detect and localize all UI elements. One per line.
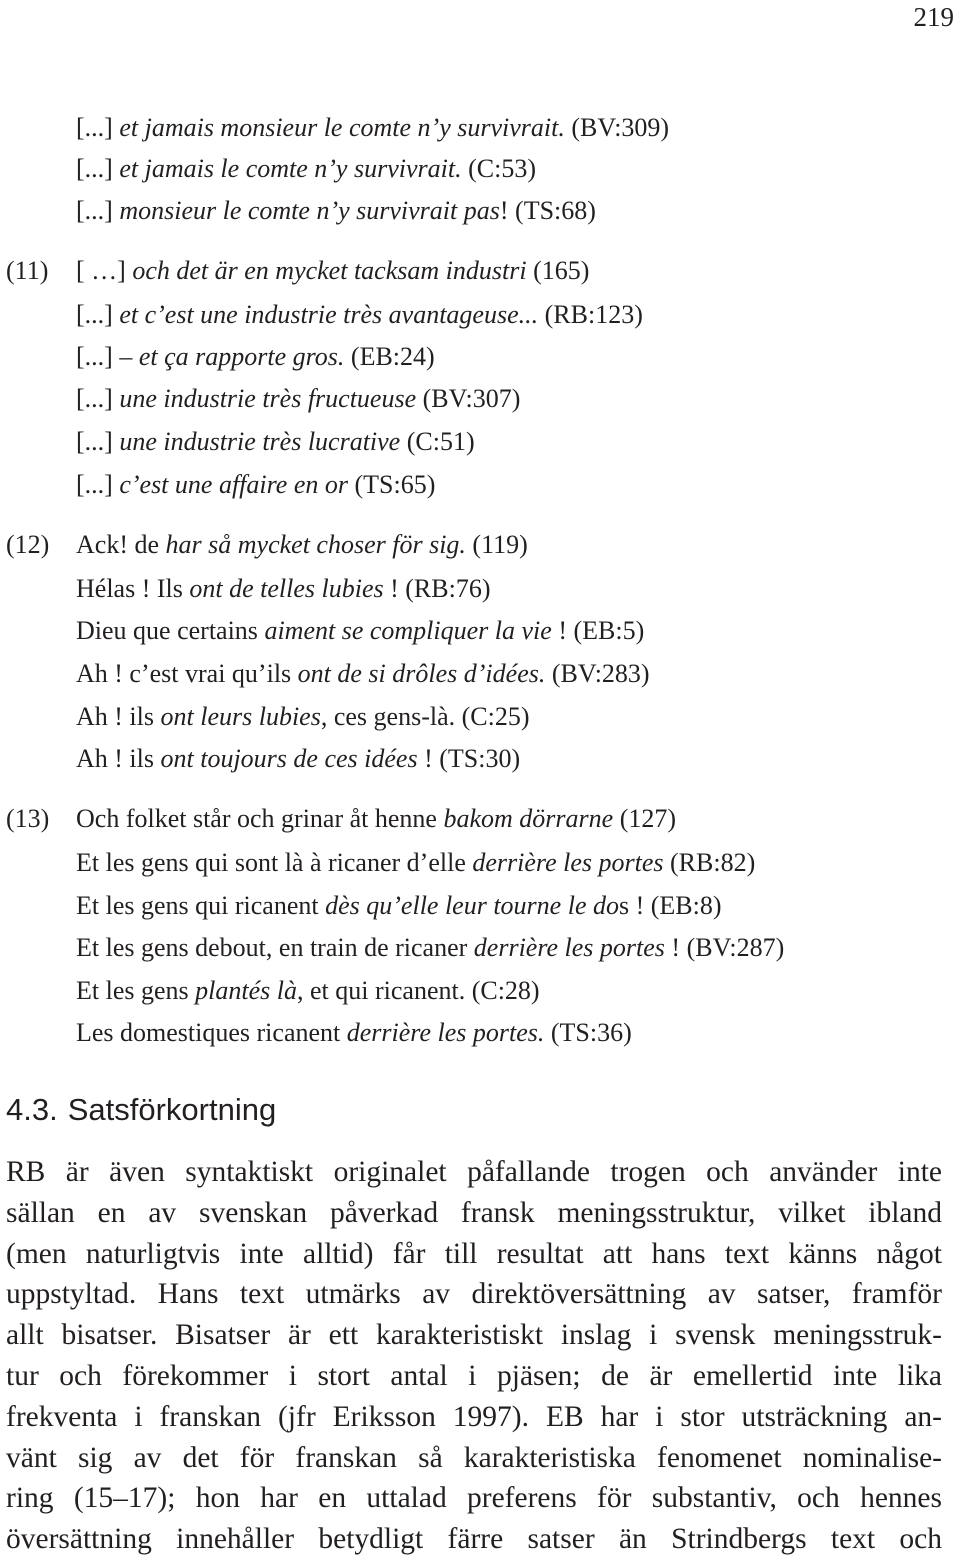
example-line: [...] c’est une affaire en or (TS:65) xyxy=(76,470,436,499)
body-line: frekventa i franskan (jfr Eriksson 1997). EB har i stor utsträckning an- xyxy=(6,1400,942,1433)
example-line: [...] et jamais le comte n’y survivrait. (C:53) xyxy=(76,154,536,183)
example-number: (11) xyxy=(6,256,49,285)
example-line: [...] une industrie très lucrative (C:51) xyxy=(76,427,475,456)
body-line: översättning innehåller betydligt färre satser än Strindbergs text och xyxy=(6,1523,942,1556)
body-line: RB är även syntaktiskt originalet påfallande trogen och använder inte xyxy=(6,1156,942,1188)
body-line: tur och förekommer i stort antal i pjäsen; de är emellertid inte lika xyxy=(6,1359,942,1392)
page-number: 219 xyxy=(913,2,954,32)
body-line: (men naturligtvis inte alltid) får till resultat att hans text känns något xyxy=(6,1237,942,1270)
body-paragraph xyxy=(6,1152,942,1560)
body-line: vänt sig av det för franskan så karakteristiska fenomenet nominalise- xyxy=(6,1441,942,1474)
section-heading xyxy=(6,1090,276,1130)
example-line: Et les gens plantés là, et qui ricanent. (C:28) xyxy=(76,976,540,1005)
example-line: [...] une industrie très fructueuse (BV:307) xyxy=(76,384,521,413)
section-title: Satsförkortning xyxy=(67,1092,277,1127)
example-line: Et les gens debout, en train de ricaner derrière les portes ! (BV:287) xyxy=(76,933,785,962)
example-number: (12) xyxy=(6,530,50,559)
example-line: [ …] och det är en mycket tacksam industri (165) xyxy=(76,256,590,285)
example-line: Ah ! ils ont leurs lubies, ces gens-là. (C:25) xyxy=(76,702,530,731)
body-line: ring (15–17); hon har en uttalad preferens för substantiv, och hennes xyxy=(6,1482,942,1515)
example-line: Ah ! ils ont toujours de ces idées ! (TS:30) xyxy=(76,744,521,773)
example-line: Ah ! c’est vrai qu’ils ont de si drôles d’idées. (BV:283) xyxy=(76,659,650,688)
example-line: Ack! de har så mycket choser för sig. (119) xyxy=(76,530,528,559)
example-line: [...] et jamais monsieur le comte n’y survivrait. (BV:309) xyxy=(76,113,670,142)
example-line: [...] et c’est une industrie très avantageuse... (RB:123) xyxy=(76,300,643,329)
example-line: Les domestiques ricanent derrière les portes. (TS:36) xyxy=(76,1018,632,1047)
example-line: [...] monsieur le comte n’y survivrait pas! (TS:68) xyxy=(76,196,596,225)
example-line: Et les gens qui sont là à ricaner d’elle derrière les portes (RB:82) xyxy=(76,848,756,877)
example-line: Och folket står och grinar åt henne bakom dörrarne (127) xyxy=(76,804,677,833)
example-line: [...] – et ça rapporte gros. (EB:24) xyxy=(76,342,435,371)
example-line: Hélas ! Ils ont de telles lubies ! (RB:76) xyxy=(76,574,491,603)
section-number: 4.3. xyxy=(6,1092,58,1127)
body-line: allt bisatser. Bisatser är ett karakteristiskt inslag i svensk meningsstruk- xyxy=(6,1319,942,1352)
example-number: (13) xyxy=(6,804,50,833)
body-line: uppstyltad. Hans text utmärks av direktöversättning av satser, framför xyxy=(6,1278,942,1311)
body-line: sällan en av svenskan påverkad fransk meningsstruktur, vilket ibland xyxy=(6,1196,942,1229)
example-line: Dieu que certains aiment se compliquer la vie ! (EB:5) xyxy=(76,616,645,645)
example-line: Et les gens qui ricanent dès qu’elle leur tourne le dos ! (EB:8) xyxy=(76,891,722,920)
